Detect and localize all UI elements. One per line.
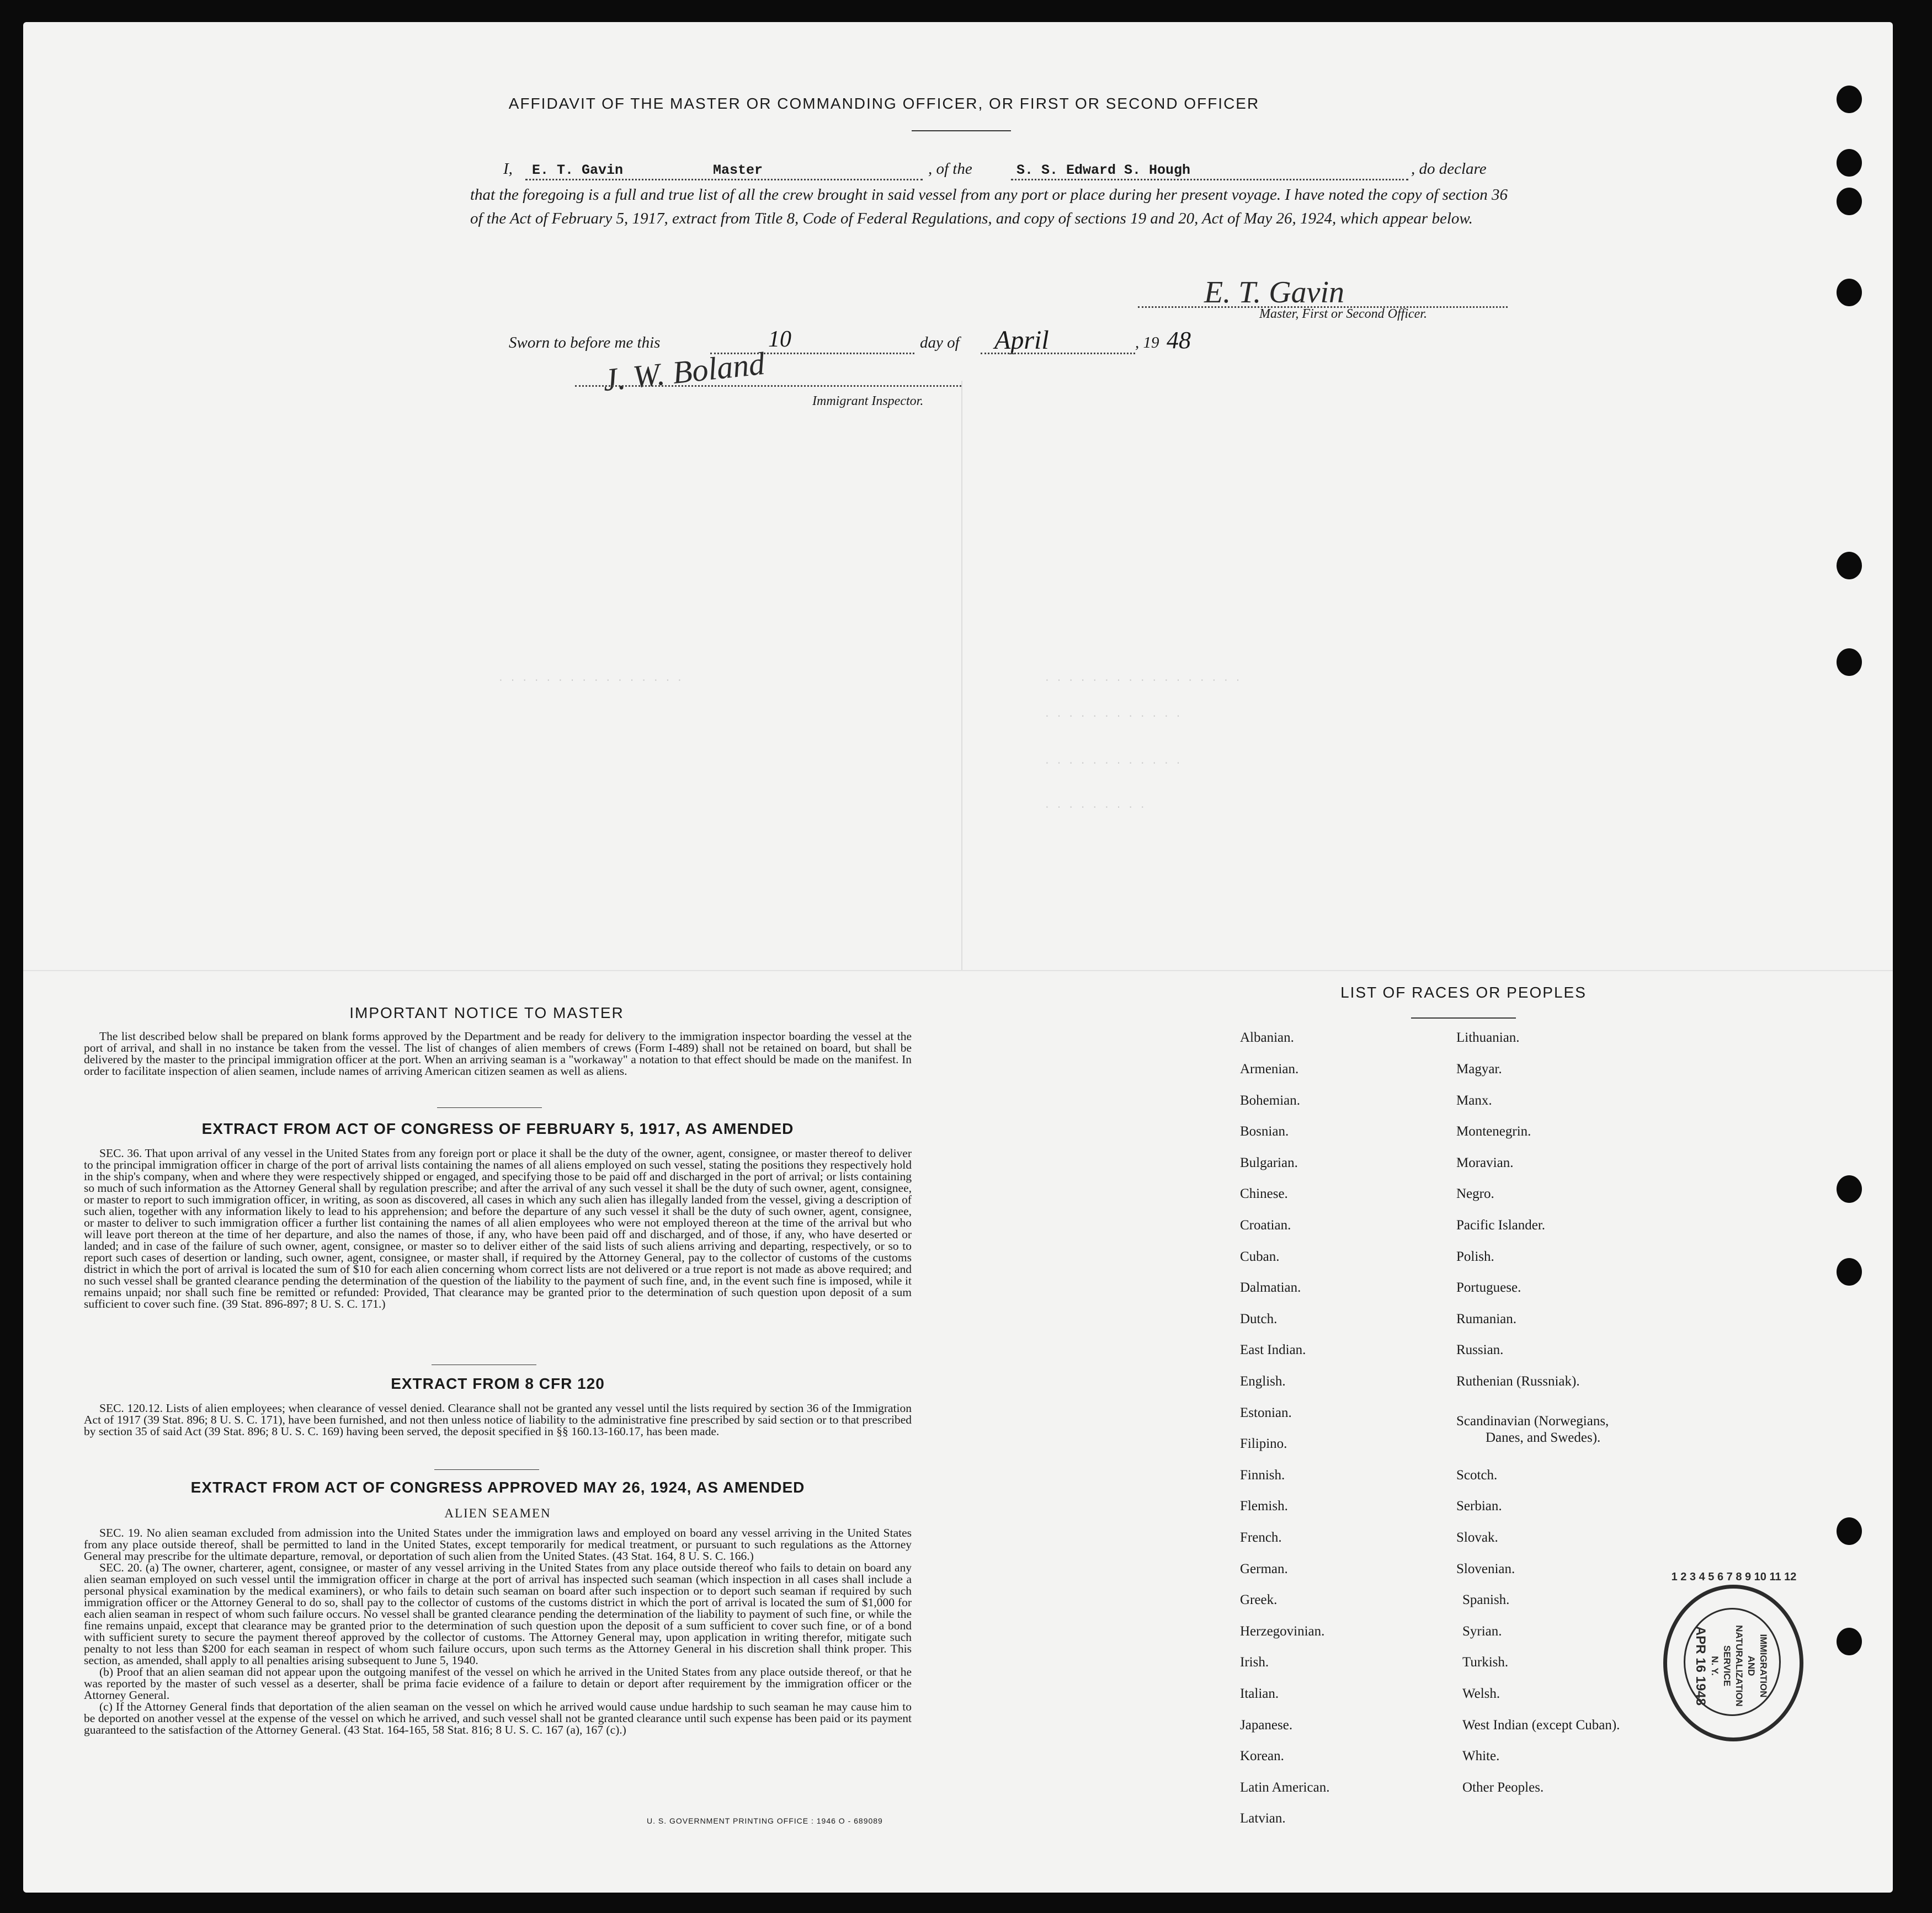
race-item: Danes, and Swedes). xyxy=(1486,1430,1601,1445)
month-blank xyxy=(981,353,1135,354)
extract-1917-body xyxy=(84,1148,912,1310)
race-item: Other Peoples. xyxy=(1462,1780,1544,1795)
race-item: Turkish. xyxy=(1462,1655,1509,1670)
extract-cfr-body xyxy=(84,1403,912,1437)
races-title: LIST OF RACES OR PEOPLES xyxy=(1340,984,1587,1001)
stamp-date: APR 16 1948 xyxy=(1693,1626,1708,1706)
race-item: West Indian (except Cuban). xyxy=(1462,1718,1620,1733)
race-item: Slovak. xyxy=(1456,1530,1498,1545)
race-item: Rumanian. xyxy=(1456,1312,1517,1326)
race-item: Lithuanian. xyxy=(1456,1030,1520,1045)
fold-line xyxy=(961,381,962,971)
extract-1924-body xyxy=(84,1527,912,1736)
vessel-blank xyxy=(1011,179,1408,180)
race-item: German. xyxy=(1240,1562,1288,1576)
of-the-label: , of the xyxy=(928,160,972,178)
race-item: French. xyxy=(1240,1530,1282,1545)
sec20a-paragraph: SEC. 20. (a) The owner, charterer, agent, consignee, or master of any vessel arriving in the United States from any place outside thereof who fails to detain on board any alien seaman employed on such vessel until the immigration officer in charge at the port of arrival has inspected such seaman (which inspection in all cases shall include a personal physical examination by the medical examiners), or who fails to detain such seaman on board after such inspection or to deport such seaman if required by such immigration officer or the Attorney General to do so, shall pay to the collector of customs of the customs district in which the port of arrival is located the sum of $1,000 for each alien seaman in respect of whom such failure occurs. No vessel shall be granted clearance pending the determination of the liability to payment of such fine, or while the fine remains unpaid, except that clearance may be granted prior to the determination of such question upon the deposit of a sum sufficient to cover such fine, or of a bond with sufficient surety to secure the payment thereof approved by the collector of customs. The Attorney General may, upon application in writing therefor, mitigate such penalty to not less than $200 for each seaman in respect of whom such failure occurs, upon such terms as the Attorney General in his discretion shall think proper. This section, as amended, shall apply to all penalties arising subsequent to June 5, 1940. xyxy=(84,1561,912,1667)
day-of-label: day of xyxy=(920,334,960,351)
sec20c-paragraph: (c) If the Attorney General finds that deportation of the alien seaman on the vessel on which he arrived would cause undue hardship to such seaman he may cause him to be deported on another vessel at the expense of the vessel on which he arrived, and such vessel shall not be granted clearance until such expense has been paid or its payment guaranteed to the satisfaction of the Attorney General. (43 Stat. 164-165, 58 Stat. 816; 8 U. S. C. 167 (a), 167 (c).) xyxy=(84,1700,912,1736)
punch-hole xyxy=(1837,552,1862,579)
race-item: Russian. xyxy=(1456,1342,1504,1357)
do-declare-label: , do declare xyxy=(1411,160,1487,178)
inspector-caption: Immigrant Inspector. xyxy=(812,394,924,408)
received-date-stamp xyxy=(1663,1571,1803,1741)
sec120-paragraph: SEC. 120.12. Lists of alien employees; when clearance of vessel denied. Clearance shall not be granted any vessel until the lists required by section 36 of the Immigration Act of 1917 (39 Stat. 896; 8 U. S. C. 171), have been furnished, and not then unless notice of liability to the administrative fine prescribed by said section or to that prescribed by section 35 of said Act (39 Stat. 896; 8 U. S. C. 169) having been served, the deposit specified in §§ 160.13-160.17, has been made. xyxy=(84,1402,912,1438)
race-item: Ruthenian (Russniak). xyxy=(1456,1374,1580,1389)
document-sheet xyxy=(23,22,1893,1893)
year-prefix: , 19 xyxy=(1135,334,1159,351)
affidavit-title: AFFIDAVIT OF THE MASTER OR COMMANDING OFFICER, OR FIRST OR SECOND OFFICER xyxy=(508,95,1260,112)
race-item: Dutch. xyxy=(1240,1312,1278,1326)
race-item: Dalmatian. xyxy=(1240,1280,1301,1295)
race-item: Polish. xyxy=(1456,1249,1494,1264)
race-item: Portuguese. xyxy=(1456,1280,1521,1295)
race-item: Latin American. xyxy=(1240,1780,1330,1795)
sworn-day: 10 xyxy=(768,327,791,352)
race-item: Estonian. xyxy=(1240,1405,1292,1420)
race-item: Scandinavian (Norwegians, xyxy=(1456,1414,1609,1429)
sec19-paragraph: SEC. 19. No alien seaman excluded from admission into the United States under the immigration laws and employed on board any vessel arriving in the United States from any place outside thereof, shall be permitted to land in the United States, except temporarily for medical treatment, or pursuant to such regulations as the Attorney General may prescribe for the ultimate departure, removal, or deportation of such alien from the United States. (43 Stat. 164, 8 U. S. C. 166.) xyxy=(84,1526,912,1563)
master-signature: E. T. Gavin xyxy=(1204,275,1345,310)
punch-hole xyxy=(1837,279,1862,306)
bleed-through-text: . . . . . . . . . xyxy=(1044,800,1146,811)
race-item: Chinese. xyxy=(1240,1186,1288,1201)
extract-1924-title: EXTRACT FROM ACT OF CONGRESS APPROVED MAY 26, 1924, AS AMENDED xyxy=(190,1479,805,1496)
races-title-rule xyxy=(1411,1017,1516,1019)
punch-hole xyxy=(1837,149,1862,177)
vessel-name: S. S. Edward S. Hough xyxy=(1016,162,1191,178)
sworn-month: April xyxy=(994,326,1049,355)
race-item: Japanese. xyxy=(1240,1718,1293,1733)
punch-hole xyxy=(1837,1628,1862,1655)
section-rule xyxy=(437,1107,542,1108)
master-name: E. T. Gavin xyxy=(532,162,624,178)
race-item: English. xyxy=(1240,1374,1286,1389)
race-item: Scotch. xyxy=(1456,1468,1498,1483)
affidavit-declaration-line xyxy=(470,160,1508,182)
sworn-label: Sworn to before me this xyxy=(509,334,661,351)
bleed-through-text: . . . . . . . . . . . . xyxy=(1044,709,1181,720)
stamp-line: SERVICE xyxy=(1722,1645,1732,1687)
race-item: Slovenian. xyxy=(1456,1562,1515,1576)
punch-hole xyxy=(1837,188,1862,215)
extract-1924-subtitle: ALIEN SEAMEN xyxy=(444,1506,551,1520)
race-item: Albanian. xyxy=(1240,1030,1294,1045)
bleed-through-text: . . . . . . . . . . . . . . . . xyxy=(498,673,683,684)
printing-office-footer: U. S. GOVERNMENT PRINTING OFFICE : 1946 O - 689089 xyxy=(647,1816,883,1825)
race-item: Magyar. xyxy=(1456,1062,1502,1077)
bleed-through-text: . . . . . . . . . . . . . . . . . xyxy=(1044,673,1241,684)
punch-hole xyxy=(1837,86,1862,113)
race-item: Italian. xyxy=(1240,1686,1279,1701)
race-item: Moravian. xyxy=(1456,1155,1514,1170)
stamp-line: N. Y. xyxy=(1710,1656,1720,1676)
race-item: White. xyxy=(1462,1749,1500,1763)
race-item: Montenegrin. xyxy=(1456,1124,1531,1139)
bleed-through-text: . . . . . . . . . . . . xyxy=(1044,756,1181,767)
race-item: Irish. xyxy=(1240,1655,1269,1670)
race-item: Negro. xyxy=(1456,1186,1494,1201)
name-blank xyxy=(525,179,923,180)
master-rank: Master xyxy=(713,162,763,178)
notice-title: IMPORTANT NOTICE TO MASTER xyxy=(349,1004,624,1021)
sworn-year: 48 xyxy=(1167,327,1191,354)
race-item: Bulgarian. xyxy=(1240,1155,1298,1170)
title-rule xyxy=(912,130,1011,131)
stamp-line: NATURALIZATION xyxy=(1734,1625,1744,1707)
stamp-line: IMMIGRATION AND xyxy=(1746,1634,1769,1698)
stamp-ring-numbers: 1 2 3 4 5 6 7 8 9 10 11 12 xyxy=(1671,1571,1797,1583)
sec36-paragraph: SEC. 36. That upon arrival of any vessel in the United States from any foreign port or place it shall be the duty of the owner, agent, consignee, or master thereof to deliver to the principal immigration officer in charge of the port of arrival lists containing the names of all aliens employed on such vessel, stating the positions they respectively hold in the ship's company, when and where they were respectively shipped or engaged, and specifying those to be paid off and discharged in the port of arrival; or lists containing so much of such information as the Attorney General shall by regulation prescribe; and after the arrival of any such vessel it shall be the duty of such owner, agent, consignee, or master to report to such immigration officer, in writing, as soon as discovered, all cases in which any such alien has illegally landed from the vessel, giving a description of such alien, together with any information likely to lead to his apprehension; and before the departure of any such vessel it shall be the duty of such owner, agent, consignee, or master to deliver to such immigration officer a further list containing the names of all alien employees who were not employed thereon at the time of the arrival but who will leave port thereon at the time of her departure, and also the names of those, if any, who have been paid off and discharged, and of those, if any, who have deserted or landed; and in case of the failure of such owner, agent, consignee, or master so to deliver either of the said lists of such aliens arriving and departing, respectively, or so to report such cases of desertion or landing, such owner, agent, consignee, or master shall, if required by the Attorney General, pay to the collector of customs of the customs district in which the port of arrival is located the sum of $10 for each alien concerning whom correct lists are not delivered or a true report is not made as above required; and no such vessel shall be granted clearance pending the determination of the question of the liability to the payment of such fine, and, in the event such fine is imposed, while it remains unpaid; nor shall such fine be remitted or refunded: Provided, That clearance may be granted prior to the determination of such question upon deposit of a sum sufficient to cover such fine. (39 Stat. 896-897; 8 U. S. C. 171.) xyxy=(84,1147,912,1310)
notice-paragraph: The list described below shall be prepared on blank forms approved by the Department and be ready for delivery to the immigration inspector boarding the vessel at the port of arrival, and shall in no instance be taken from the vessel. The list of changes of alien members of crews (Form I-489) shall not be retained on board, but shall be delivered by the master to the principal immigration officer at the port. When an arriving seaman is a "workaway" a notation to that effect should be made on the manifest. In order to facilitate inspection of alien seamen, include names of arriving American citizen seamen as well as aliens. xyxy=(84,1030,912,1078)
inspector-signature: J. W. Boland xyxy=(601,345,767,398)
affidavit-body: that the foregoing is a full and true list of all the crew brought in said vessel from any port or place during her present voyage. I have noted the copy of section 36 of the Act of February 5, 1917, extract from Title 8, Code of Federal Regulations, and copy of sections 19 and 20, Act of May 26, 1924, which appear below. xyxy=(470,186,1508,227)
sec20b-paragraph: (b) Proof that an alien seaman did not appear upon the outgoing manifest of the vessel on which he arrived in the United States from any place outside thereof, or that he was reported by the master of such vessel as a deserter, shall be prima facie evidence of a failure to detain or deport after requirement by the immigration officer or the Attorney General. xyxy=(84,1665,912,1702)
race-item: Cuban. xyxy=(1240,1249,1280,1264)
stamp-text-block xyxy=(1692,1624,1769,1707)
notice-body xyxy=(84,1031,912,1077)
race-item: Bosnian. xyxy=(1240,1124,1289,1139)
punch-hole xyxy=(1837,1175,1862,1203)
punch-hole xyxy=(1837,648,1862,676)
race-item: Armenian. xyxy=(1240,1062,1299,1077)
race-item: Syrian. xyxy=(1462,1624,1502,1639)
race-item: Bohemian. xyxy=(1240,1093,1301,1108)
race-item: Pacific Islander. xyxy=(1456,1218,1546,1233)
race-item: Herzegovinian. xyxy=(1240,1624,1325,1639)
race-item: Flemish. xyxy=(1240,1499,1288,1514)
extract-1917-title: EXTRACT FROM ACT OF CONGRESS OF FEBRUARY 5, 1917, AS AMENDED xyxy=(201,1120,794,1137)
race-item: Korean. xyxy=(1240,1749,1284,1763)
race-item: Manx. xyxy=(1456,1093,1492,1108)
punch-hole xyxy=(1837,1258,1862,1286)
sworn-line xyxy=(509,326,1281,359)
race-item: Spanish. xyxy=(1462,1592,1510,1607)
race-item: Croatian. xyxy=(1240,1218,1291,1233)
punch-hole xyxy=(1837,1517,1862,1545)
extract-cfr-title: EXTRACT FROM 8 CFR 120 xyxy=(391,1375,605,1392)
inspector-blank xyxy=(575,385,961,387)
race-item: East Indian. xyxy=(1240,1342,1306,1357)
section-rule xyxy=(434,1469,539,1470)
race-item: Greek. xyxy=(1240,1592,1278,1607)
i-label: I, xyxy=(503,160,513,178)
fold-line xyxy=(23,970,1893,971)
race-item: Latvian. xyxy=(1240,1811,1286,1826)
race-item: Finnish. xyxy=(1240,1468,1285,1483)
signature-caption: Master, First or Second Officer. xyxy=(1259,307,1427,321)
race-item: Welsh. xyxy=(1462,1686,1500,1701)
race-item: Serbian. xyxy=(1456,1499,1502,1514)
race-item: Filipino. xyxy=(1240,1436,1287,1451)
